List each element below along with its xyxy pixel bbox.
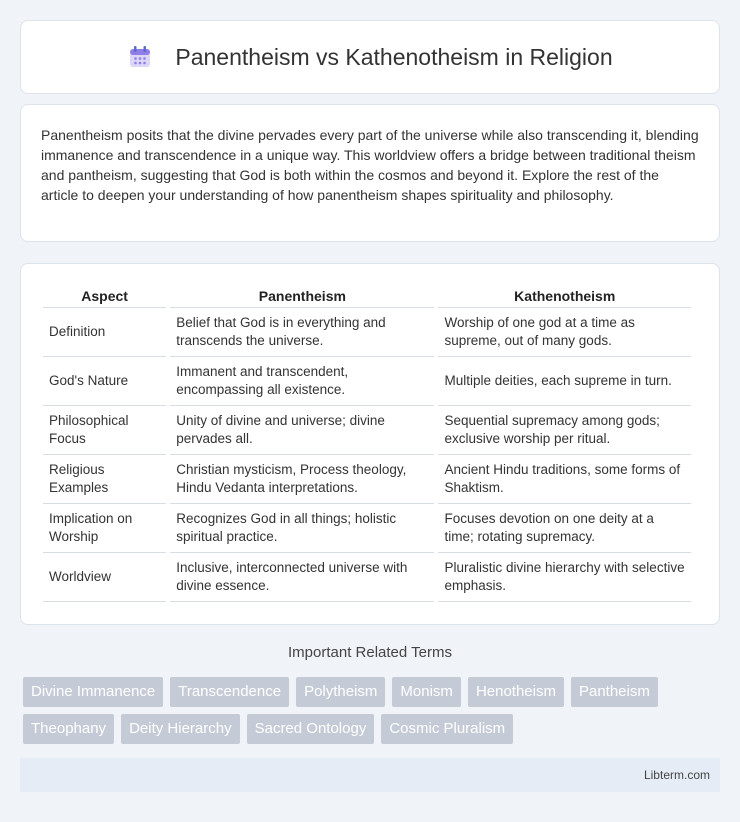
tag-divine-immanence[interactable]: Divine Immanence xyxy=(23,677,163,707)
table-row xyxy=(43,553,691,602)
row-kathenotheism: Pluralistic divine hierarchy with selective emphasis. xyxy=(438,553,691,602)
header-panentheism: Panentheism xyxy=(170,282,434,308)
comparison-card xyxy=(20,263,720,625)
row-panentheism: Inclusive, interconnected universe with divine essence. xyxy=(170,553,434,602)
row-aspect: God's Nature xyxy=(43,357,166,406)
row-panentheism: Recognizes God in all things; holistic spiritual practice. xyxy=(170,504,434,553)
intro-text: Panentheism posits that the divine pervades every part of the universe while also transcending it, blending immanence and transcendence in a unique way. This worldview offers a bridge between traditional theism and pantheism, suggesting that God is both within the cosmos and beyond it. Explore the rest of the article to deepen your understanding of how panentheism shapes spirituality and philosophy. xyxy=(41,127,699,203)
row-panentheism: Christian mysticism, Process theology, Hindu Vedanta interpretations. xyxy=(170,455,434,504)
row-aspect: Worldview xyxy=(43,553,166,602)
table-row xyxy=(43,455,691,504)
row-kathenotheism: Ancient Hindu traditions, some forms of Shaktism. xyxy=(438,455,691,504)
tag-polytheism[interactable]: Polytheism xyxy=(296,677,385,707)
footer xyxy=(20,758,720,792)
row-aspect: Implication on Worship xyxy=(43,504,166,553)
related-terms-list xyxy=(23,677,723,744)
table-row xyxy=(43,406,691,455)
header-aspect: Aspect xyxy=(43,282,166,308)
tag-deity-hierarchy[interactable]: Deity Hierarchy xyxy=(121,714,240,744)
table-row xyxy=(43,308,691,357)
header-kathenotheism: Kathenotheism xyxy=(438,282,691,308)
tag-henotheism[interactable]: Henotheism xyxy=(468,677,564,707)
tag-theophany[interactable]: Theophany xyxy=(23,714,114,744)
intro-card xyxy=(20,104,720,242)
row-panentheism: Unity of divine and universe; divine pervades all. xyxy=(170,406,434,455)
row-kathenotheism: Sequential supremacy among gods; exclusive worship per ritual. xyxy=(438,406,691,455)
row-panentheism: Belief that God is in everything and transcends the universe. xyxy=(170,308,434,357)
row-kathenotheism: Worship of one god at a time as supreme, out of many gods. xyxy=(438,308,691,357)
row-aspect: Religious Examples xyxy=(43,455,166,504)
row-panentheism: Immanent and transcendent, encompassing all existence. xyxy=(170,357,434,406)
page-title: Panentheism vs Kathenotheism in Religion xyxy=(175,43,613,70)
tag-cosmic-pluralism[interactable]: Cosmic Pluralism xyxy=(381,714,513,744)
row-aspect: Philosophical Focus xyxy=(43,406,166,455)
related-terms-title: Important Related Terms xyxy=(288,644,452,661)
title-card xyxy=(20,20,720,94)
table-header-row xyxy=(43,282,691,308)
footer-brand-link[interactable]: Libterm.com xyxy=(643,768,710,782)
table-row xyxy=(43,357,691,406)
row-kathenotheism: Focuses devotion on one deity at a time; rotating supremacy. xyxy=(438,504,691,553)
tag-sacred-ontology[interactable]: Sacred Ontology xyxy=(247,714,375,744)
comparison-table xyxy=(39,282,695,602)
row-aspect: Definition xyxy=(43,308,166,357)
tag-pantheism[interactable]: Pantheism xyxy=(571,677,658,707)
tag-transcendence[interactable]: Transcendence xyxy=(170,677,289,707)
row-kathenotheism: Multiple deities, each supreme in turn. xyxy=(438,357,691,406)
tag-monism[interactable]: Monism xyxy=(392,677,461,707)
table-row xyxy=(43,504,691,553)
calendar-icon xyxy=(127,44,153,70)
